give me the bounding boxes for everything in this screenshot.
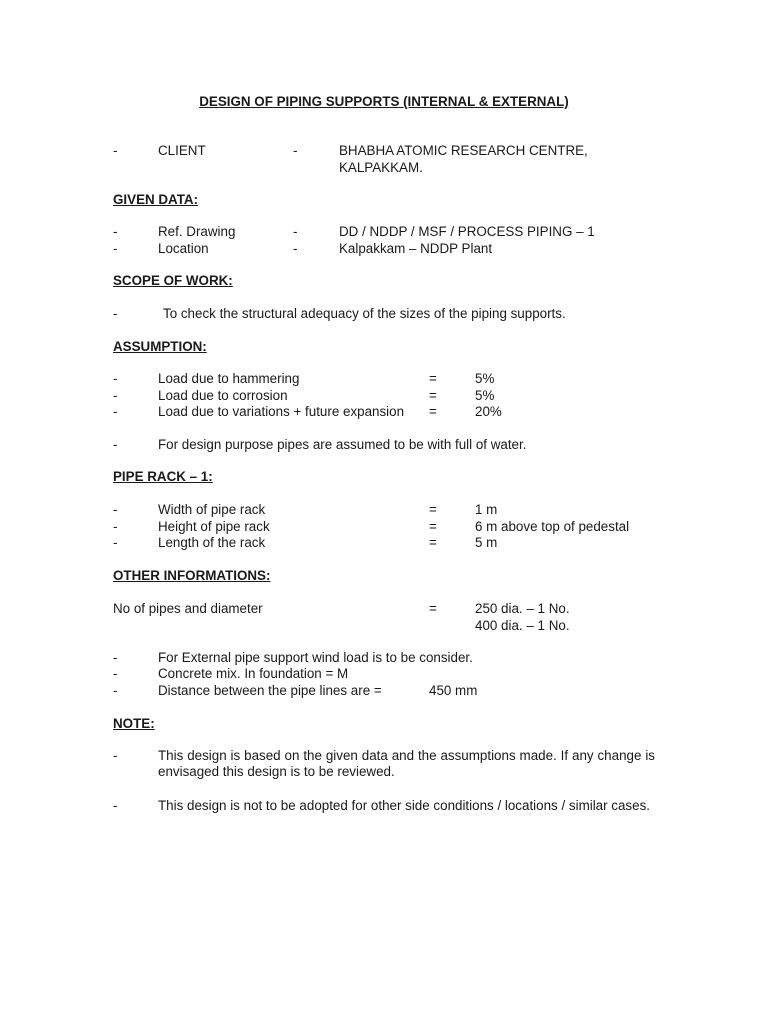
other-info-pipes-label: No of pipes and diameter	[113, 601, 263, 616]
assumption-note-bullet: -	[113, 437, 118, 452]
assumption-label-variations: Load due to variations + future expansion	[158, 404, 405, 419]
document-title: DESIGN OF PIPING SUPPORTS (INTERNAL & EXTERNAL)	[199, 94, 569, 109]
scope-text: To check the structural adequacy of the sizes of the piping supports.	[163, 306, 566, 321]
pipe-rack-value-length: 5 m	[475, 535, 498, 550]
assumption-note: For design purpose pipes are assumed to be with full of water.	[158, 437, 527, 452]
pipe-rack-label-length: Length of the rack	[158, 535, 266, 550]
assumption-label-hammering: Load due to hammering	[158, 371, 300, 386]
other-info-heading: OTHER INFORMATIONS:	[113, 568, 271, 583]
client-label: CLIENT	[158, 143, 206, 158]
given-data-heading: GIVEN DATA:	[113, 192, 199, 207]
pipe-rack-label-width: Width of pipe rack	[158, 502, 266, 517]
assumption-equals: =	[429, 404, 437, 419]
pipe-rack-value-height: 6 m above top of pedestal	[475, 519, 630, 534]
assumption-bullet: -	[113, 404, 118, 419]
other-info-wind-load: For External pipe support wind load is to be consider.	[158, 650, 473, 665]
assumption-equals: =	[429, 388, 437, 403]
pipe-rack-bullet: -	[113, 502, 118, 517]
other-info-bullet: -	[113, 683, 118, 698]
given-data-separator: -	[293, 224, 298, 239]
client-value-line1: BHABHA ATOMIC RESEARCH CENTRE,	[339, 143, 588, 158]
assumption-heading: ASSUMPTION:	[113, 339, 207, 354]
given-data-value-location: Kalpakkam – NDDP Plant	[339, 241, 493, 256]
assumption-value-hammering: 5%	[475, 371, 495, 386]
given-data-bullet: -	[113, 224, 118, 239]
note-bullet: -	[113, 798, 118, 813]
pipe-rack-label-height: Height of pipe rack	[158, 519, 270, 534]
other-info-bullet: -	[113, 650, 118, 665]
assumption-equals: =	[429, 371, 437, 386]
other-info-bullet: -	[113, 666, 118, 681]
other-info-pipe-distance-value: 450 mm	[429, 683, 478, 698]
pipe-rack-equals: =	[429, 519, 437, 534]
other-info-pipes-value1: 250 dia. – 1 No.	[475, 601, 570, 616]
other-info-pipe-distance-label: Distance between the pipe lines are =	[158, 683, 382, 698]
client-bullet: -	[113, 143, 118, 158]
given-data-label-location: Location	[158, 241, 209, 256]
given-data-label-ref-drawing: Ref. Drawing	[158, 224, 236, 239]
note-bullet: -	[113, 748, 118, 763]
scope-bullet: -	[113, 306, 118, 321]
given-data-value-ref-drawing: DD / NDDP / MSF / PROCESS PIPING – 1	[339, 224, 595, 239]
given-data-bullet: -	[113, 241, 118, 256]
pipe-rack-bullet: -	[113, 519, 118, 534]
assumption-value-corrosion: 5%	[475, 388, 495, 403]
assumption-value-variations: 20%	[475, 404, 502, 419]
pipe-rack-value-width: 1 m	[475, 502, 498, 517]
pipe-rack-equals: =	[429, 502, 437, 517]
scope-heading: SCOPE OF WORK:	[113, 273, 233, 288]
other-info-concrete-mix: Concrete mix. In foundation = M	[158, 666, 349, 681]
assumption-bullet: -	[113, 388, 118, 403]
note-text-not-adopted: This design is not to be adopted for other side conditions / locations / similar cases.	[158, 798, 650, 813]
pipe-rack-equals: =	[429, 535, 437, 550]
pipe-rack-bullet: -	[113, 535, 118, 550]
given-data-separator: -	[293, 241, 298, 256]
other-info-pipes-value2: 400 dia. – 1 No.	[475, 618, 570, 633]
assumption-label-corrosion: Load due to corrosion	[158, 388, 288, 403]
note-heading: NOTE:	[113, 716, 155, 731]
other-info-pipes-equals: =	[429, 601, 437, 616]
note-text-review: This design is based on the given data and the assumptions made. If any change is envisaged this design is to be reviewed.	[158, 748, 655, 779]
client-value-line2: KALPAKKAM.	[339, 160, 423, 175]
client-separator: -	[293, 143, 298, 158]
assumption-bullet: -	[113, 371, 118, 386]
pipe-rack-heading: PIPE RACK – 1:	[113, 469, 213, 484]
